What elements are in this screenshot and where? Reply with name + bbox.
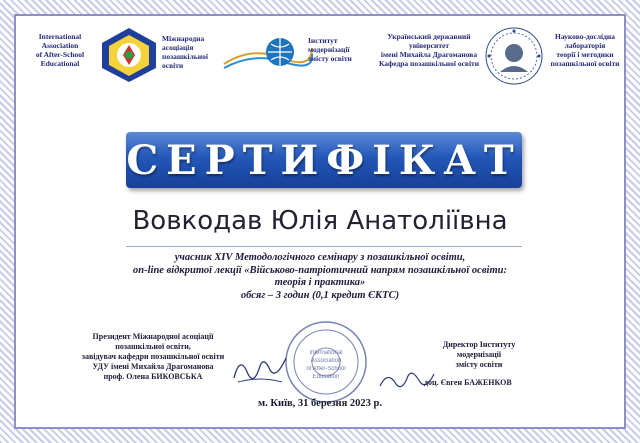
org-institute: Інститут модернізації змісту освіти <box>308 36 352 63</box>
certificate-inner <box>14 14 626 429</box>
certificate-description <box>76 252 564 302</box>
university-emblem-icon <box>484 26 544 86</box>
org-university: Український державний університет імені Михайла Драгоманова Кафедра позашкільної освіти <box>378 32 480 68</box>
description-line: теорія і практика» <box>274 277 366 288</box>
org-research-lab: Науково-дослідна лабораторія теорії і методики позашкільної освіти <box>550 32 620 68</box>
svg-text:of After-School: of After-School <box>306 366 346 372</box>
svg-text:Association: Association <box>310 358 342 364</box>
svg-text:Education: Education <box>312 374 340 380</box>
certificate-title: СЕРТИФІКАТ <box>126 136 522 184</box>
signature-right-name: доц. Євген БАЖЕНКОВ <box>424 378 512 387</box>
signature-left-icon <box>230 348 290 388</box>
institute-globe-logo-icon <box>222 34 314 74</box>
description-line: on-line відкритої лекції «Військово-патріотичний напрям позашкільної освіти: <box>133 264 507 276</box>
org-association-ua: Міжнародна асоціація позашкільної освіти <box>162 34 208 70</box>
signature-block-left: Президент Міжнародної асоціації позашкільної освіти, завідувач кафедри позашкільної освіти УДУ імені Михайла Драгоманова проф. Олена БИКОВСЬКА <box>81 332 225 381</box>
recipient-name: Вовкодав Юлія Анатоліївна <box>132 206 508 236</box>
description-line: учасник XIV Методологічного семінару з позашкільної освіти, <box>174 252 466 263</box>
svg-text:International: International <box>309 350 343 356</box>
org-international-association: International Association of After-School Educational <box>35 32 85 68</box>
title-banner <box>126 132 522 188</box>
divider <box>126 246 522 247</box>
association-logo-icon <box>98 26 160 84</box>
signature-block-right: Директор Інституту модернізації змісту освіти <box>442 340 516 369</box>
official-stamp-icon <box>284 320 368 404</box>
description-line: обсяг – 3 годин (0,1 кредит ЄКТС) <box>240 289 400 301</box>
issue-date: м. Київ, 31 березня 2023 р. <box>258 398 382 409</box>
